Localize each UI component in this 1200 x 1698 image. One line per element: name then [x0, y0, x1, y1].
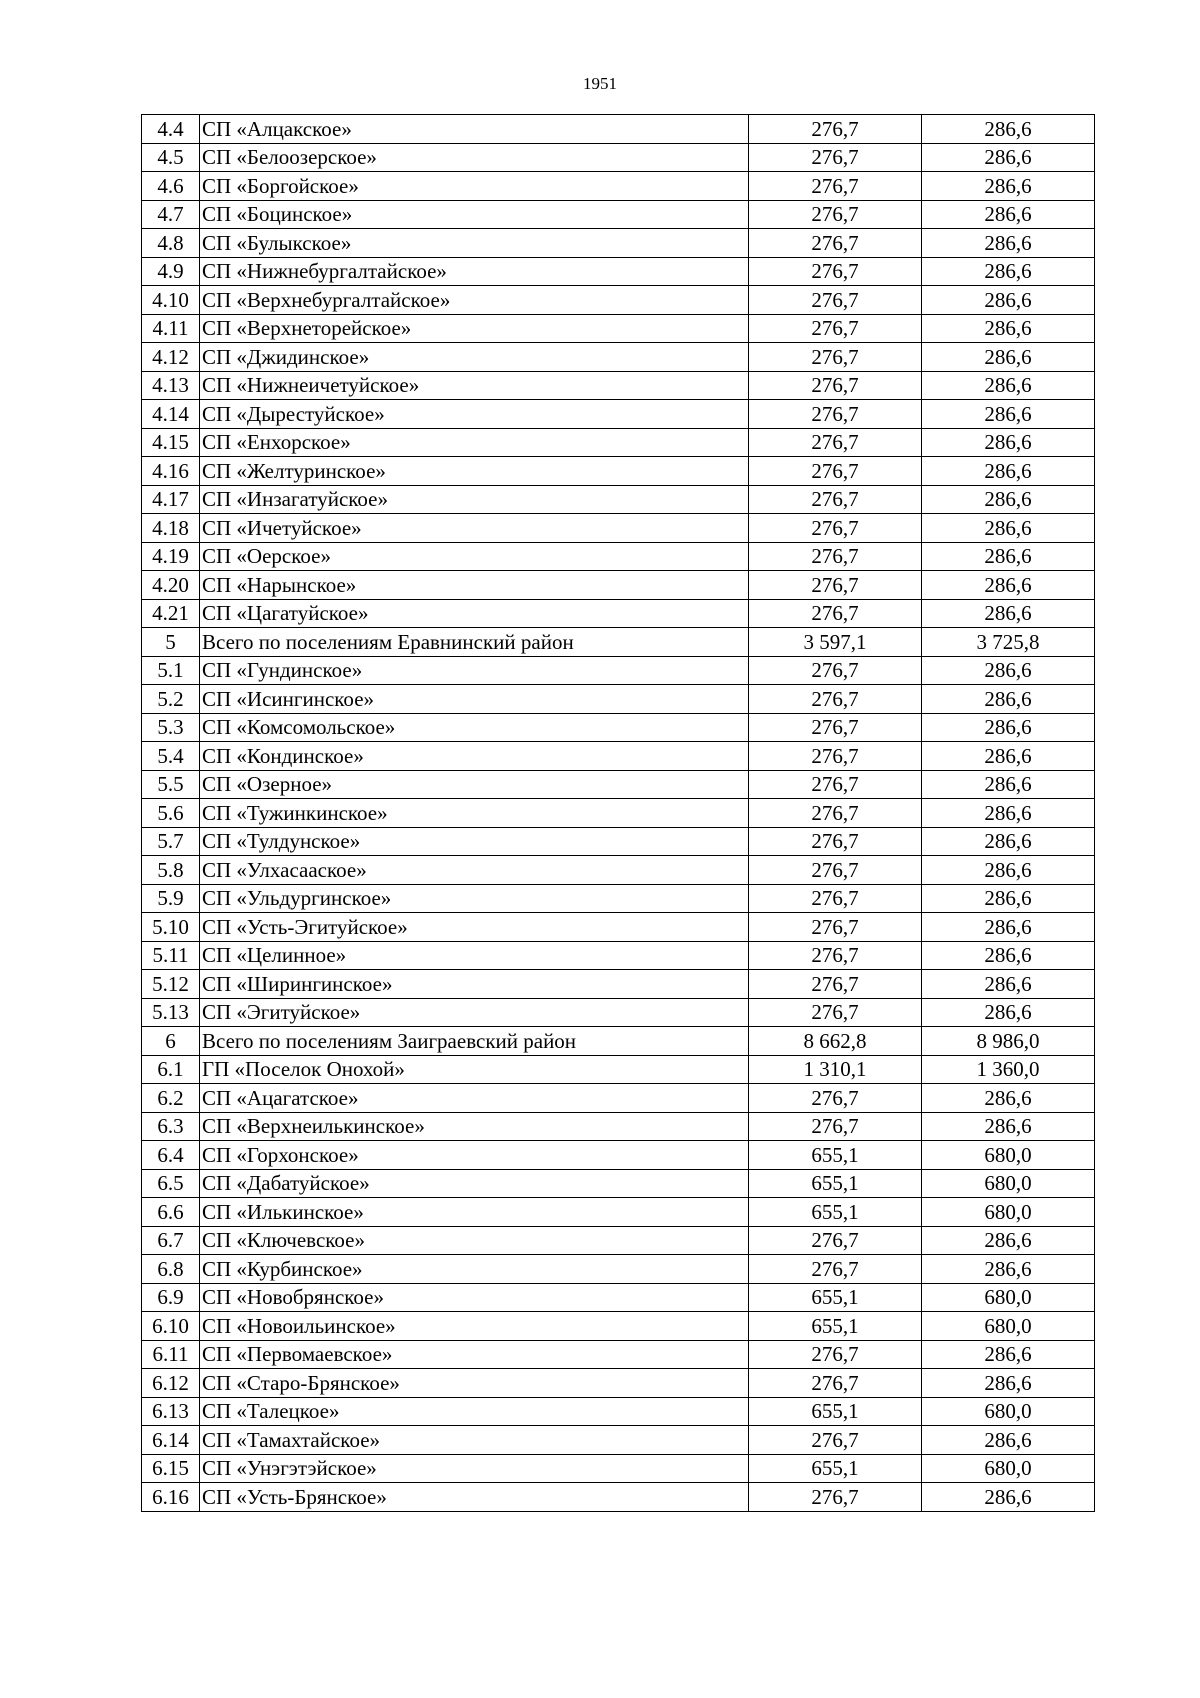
- table-row: [142, 1198, 1095, 1227]
- value-cell-1: 276,7: [749, 827, 922, 856]
- value-cell-1: 276,7: [749, 1369, 922, 1398]
- row-number-cell: 6.13: [142, 1397, 200, 1426]
- value-cell-1: 276,7: [749, 685, 922, 714]
- value-cell-2: 286,6: [922, 172, 1095, 201]
- settlement-name-cell: СП «Горхонское»: [200, 1141, 749, 1170]
- row-number-cell: 6.14: [142, 1426, 200, 1455]
- value-cell-2: 680,0: [922, 1312, 1095, 1341]
- value-cell-1: 655,1: [749, 1198, 922, 1227]
- row-number-cell: 4.21: [142, 599, 200, 628]
- row-number-cell: 4.5: [142, 143, 200, 172]
- value-cell-2: 286,6: [922, 1369, 1095, 1398]
- settlement-name-cell: Всего по поселениям Заиграевский район: [200, 1027, 749, 1056]
- row-number-cell: 4.7: [142, 200, 200, 229]
- row-number-cell: 6.16: [142, 1483, 200, 1512]
- table-row: [142, 1169, 1095, 1198]
- settlement-name-cell: СП «Джидинское»: [200, 343, 749, 372]
- row-number-cell: 5.1: [142, 656, 200, 685]
- row-number-cell: 5: [142, 628, 200, 657]
- row-number-cell: 6.6: [142, 1198, 200, 1227]
- settlement-name-cell: СП «Верхнеторейское»: [200, 314, 749, 343]
- value-cell-2: 286,6: [922, 542, 1095, 571]
- value-cell-1: 276,7: [749, 428, 922, 457]
- row-number-cell: 5.13: [142, 998, 200, 1027]
- value-cell-2: 286,6: [922, 229, 1095, 258]
- value-cell-2: 286,6: [922, 457, 1095, 486]
- value-cell-2: 286,6: [922, 884, 1095, 913]
- settlement-name-cell: СП «Енхорское»: [200, 428, 749, 457]
- table-row: [142, 685, 1095, 714]
- table-row: [142, 257, 1095, 286]
- value-cell-1: 276,7: [749, 1112, 922, 1141]
- settlement-name-cell: СП «Алцакское»: [200, 115, 749, 144]
- value-cell-2: 286,6: [922, 856, 1095, 885]
- value-cell-1: 276,7: [749, 172, 922, 201]
- settlement-name-cell: СП «Ацагатское»: [200, 1084, 749, 1113]
- value-cell-2: 286,6: [922, 970, 1095, 999]
- row-number-cell: 4.14: [142, 400, 200, 429]
- value-cell-1: 276,7: [749, 1340, 922, 1369]
- row-number-cell: 6.2: [142, 1084, 200, 1113]
- settlement-name-cell: Всего по поселениям Еравнинский район: [200, 628, 749, 657]
- settlement-name-cell: СП «Ключевское»: [200, 1226, 749, 1255]
- value-cell-1: 3 597,1: [749, 628, 922, 657]
- value-cell-1: 276,7: [749, 115, 922, 144]
- value-cell-2: 286,6: [922, 257, 1095, 286]
- row-number-cell: 5.4: [142, 742, 200, 771]
- settlement-name-cell: СП «Нижнебургалтайское»: [200, 257, 749, 286]
- value-cell-1: 276,7: [749, 941, 922, 970]
- table-row: [142, 884, 1095, 913]
- table-body: [142, 115, 1095, 1512]
- row-number-cell: 4.12: [142, 343, 200, 372]
- value-cell-1: 276,7: [749, 998, 922, 1027]
- settlement-name-cell: ГП «Поселок Онохой»: [200, 1055, 749, 1084]
- value-cell-2: 286,6: [922, 713, 1095, 742]
- row-number-cell: 4.13: [142, 371, 200, 400]
- value-cell-2: 286,6: [922, 827, 1095, 856]
- value-cell-2: 286,6: [922, 1084, 1095, 1113]
- value-cell-2: 1 360,0: [922, 1055, 1095, 1084]
- row-number-cell: 6.15: [142, 1454, 200, 1483]
- value-cell-2: 286,6: [922, 1426, 1095, 1455]
- value-cell-2: 286,6: [922, 1483, 1095, 1512]
- table-row: [142, 1027, 1095, 1056]
- settlement-name-cell: СП «Комсомольское»: [200, 713, 749, 742]
- settlement-name-cell: СП «Инзагатуйское»: [200, 485, 749, 514]
- settlement-name-cell: СП «Тулдунское»: [200, 827, 749, 856]
- value-cell-1: 276,7: [749, 1483, 922, 1512]
- settlement-name-cell: СП «Ширингинское»: [200, 970, 749, 999]
- settlement-name-cell: СП «Гундинское»: [200, 656, 749, 685]
- value-cell-1: 276,7: [749, 542, 922, 571]
- settlement-name-cell: СП «Ичетуйское»: [200, 514, 749, 543]
- value-cell-2: 286,6: [922, 656, 1095, 685]
- row-number-cell: 6.5: [142, 1169, 200, 1198]
- value-cell-1: 276,7: [749, 1255, 922, 1284]
- value-cell-1: 655,1: [749, 1141, 922, 1170]
- value-cell-1: 276,7: [749, 400, 922, 429]
- settlement-name-cell: СП «Верхнеилькинское»: [200, 1112, 749, 1141]
- settlement-name-cell: СП «Дырестуйское»: [200, 400, 749, 429]
- table-row: [142, 542, 1095, 571]
- settlement-name-cell: СП «Боргойское»: [200, 172, 749, 201]
- value-cell-2: 286,6: [922, 314, 1095, 343]
- row-number-cell: 6: [142, 1027, 200, 1056]
- row-number-cell: 4.8: [142, 229, 200, 258]
- table-row: [142, 628, 1095, 657]
- value-cell-1: 276,7: [749, 1084, 922, 1113]
- row-number-cell: 6.7: [142, 1226, 200, 1255]
- table-row: [142, 1426, 1095, 1455]
- table-row: [142, 1055, 1095, 1084]
- table-row: [142, 1084, 1095, 1113]
- table-row: [142, 713, 1095, 742]
- value-cell-1: 655,1: [749, 1397, 922, 1426]
- settlement-name-cell: СП «Нарынское»: [200, 571, 749, 600]
- settlement-name-cell: СП «Озерное»: [200, 770, 749, 799]
- row-number-cell: 5.8: [142, 856, 200, 885]
- row-number-cell: 4.4: [142, 115, 200, 144]
- value-cell-2: 286,6: [922, 913, 1095, 942]
- table-row: [142, 400, 1095, 429]
- value-cell-1: 276,7: [749, 770, 922, 799]
- value-cell-1: 276,7: [749, 799, 922, 828]
- table-row: [142, 742, 1095, 771]
- page-number: 1951: [583, 74, 617, 93]
- value-cell-1: 276,7: [749, 1226, 922, 1255]
- table-row: [142, 172, 1095, 201]
- settlement-name-cell: СП «Ульдургинское»: [200, 884, 749, 913]
- value-cell-2: 286,6: [922, 998, 1095, 1027]
- row-number-cell: 6.12: [142, 1369, 200, 1398]
- row-number-cell: 4.20: [142, 571, 200, 600]
- table-row: [142, 514, 1095, 543]
- table-row: [142, 1312, 1095, 1341]
- value-cell-1: 655,1: [749, 1454, 922, 1483]
- value-cell-2: 680,0: [922, 1397, 1095, 1426]
- row-number-cell: 5.9: [142, 884, 200, 913]
- row-number-cell: 4.19: [142, 542, 200, 571]
- table-row: [142, 827, 1095, 856]
- table-row: [142, 571, 1095, 600]
- value-cell-1: 276,7: [749, 742, 922, 771]
- table-row: [142, 799, 1095, 828]
- table-row: [142, 998, 1095, 1027]
- value-cell-1: 655,1: [749, 1283, 922, 1312]
- settlement-name-cell: СП «Нижнеичетуйское»: [200, 371, 749, 400]
- table-row: [142, 1112, 1095, 1141]
- value-cell-2: 286,6: [922, 941, 1095, 970]
- value-cell-2: 286,6: [922, 143, 1095, 172]
- value-cell-2: 286,6: [922, 685, 1095, 714]
- settlement-name-cell: СП «Верхнебургалтайское»: [200, 286, 749, 315]
- value-cell-1: 276,7: [749, 257, 922, 286]
- value-cell-2: 286,6: [922, 770, 1095, 799]
- value-cell-1: 276,7: [749, 1426, 922, 1455]
- row-number-cell: 6.4: [142, 1141, 200, 1170]
- value-cell-2: 286,6: [922, 115, 1095, 144]
- value-cell-1: 276,7: [749, 457, 922, 486]
- row-number-cell: 4.9: [142, 257, 200, 286]
- table-row: [142, 970, 1095, 999]
- settlement-name-cell: СП «Первомаевское»: [200, 1340, 749, 1369]
- row-number-cell: 6.9: [142, 1283, 200, 1312]
- row-number-cell: 5.10: [142, 913, 200, 942]
- row-number-cell: 5.2: [142, 685, 200, 714]
- value-cell-1: 1 310,1: [749, 1055, 922, 1084]
- value-cell-1: 655,1: [749, 1169, 922, 1198]
- value-cell-1: 276,7: [749, 485, 922, 514]
- row-number-cell: 5.3: [142, 713, 200, 742]
- value-cell-1: 276,7: [749, 913, 922, 942]
- settlement-name-cell: СП «Улхасаaское»: [200, 856, 749, 885]
- settlement-name-cell: СП «Исингинское»: [200, 685, 749, 714]
- settlement-name-cell: СП «Желтуринское»: [200, 457, 749, 486]
- value-cell-1: 276,7: [749, 286, 922, 315]
- value-cell-2: 286,6: [922, 1226, 1095, 1255]
- value-cell-2: 3 725,8: [922, 628, 1095, 657]
- table-row: [142, 770, 1095, 799]
- table-row: [142, 115, 1095, 144]
- value-cell-2: 286,6: [922, 1340, 1095, 1369]
- table-row: [142, 1283, 1095, 1312]
- value-cell-2: 286,6: [922, 571, 1095, 600]
- settlement-name-cell: СП «Оерское»: [200, 542, 749, 571]
- table-row: [142, 428, 1095, 457]
- settlement-name-cell: СП «Дабатуйское»: [200, 1169, 749, 1198]
- settlement-name-cell: СП «Унэгэтэйское»: [200, 1454, 749, 1483]
- table-row: [142, 1255, 1095, 1284]
- value-cell-1: 276,7: [749, 343, 922, 372]
- row-number-cell: 5.7: [142, 827, 200, 856]
- table-row: [142, 457, 1095, 486]
- value-cell-2: 8 986,0: [922, 1027, 1095, 1056]
- settlement-name-cell: СП «Боцинское»: [200, 200, 749, 229]
- value-cell-2: 286,6: [922, 428, 1095, 457]
- row-number-cell: 6.1: [142, 1055, 200, 1084]
- settlement-name-cell: СП «Курбинское»: [200, 1255, 749, 1284]
- value-cell-1: 276,7: [749, 656, 922, 685]
- row-number-cell: 6.3: [142, 1112, 200, 1141]
- value-cell-2: 680,0: [922, 1454, 1095, 1483]
- table-row: [142, 200, 1095, 229]
- table-row: [142, 143, 1095, 172]
- table-row: [142, 314, 1095, 343]
- settlement-name-cell: СП «Тамахтайское»: [200, 1426, 749, 1455]
- row-number-cell: 4.18: [142, 514, 200, 543]
- row-number-cell: 4.11: [142, 314, 200, 343]
- value-cell-1: 276,7: [749, 371, 922, 400]
- value-cell-1: 276,7: [749, 143, 922, 172]
- table-row: [142, 941, 1095, 970]
- table-row: [142, 913, 1095, 942]
- value-cell-2: 286,6: [922, 286, 1095, 315]
- row-number-cell: 4.10: [142, 286, 200, 315]
- row-number-cell: 4.15: [142, 428, 200, 457]
- table-row: [142, 286, 1095, 315]
- table-row: [142, 1397, 1095, 1426]
- value-cell-2: 680,0: [922, 1141, 1095, 1170]
- table-row: [142, 1226, 1095, 1255]
- row-number-cell: 4.16: [142, 457, 200, 486]
- settlement-name-cell: СП «Эгитуйское»: [200, 998, 749, 1027]
- settlement-name-cell: СП «Усть-Брянское»: [200, 1483, 749, 1512]
- table-row: [142, 1454, 1095, 1483]
- settlement-name-cell: СП «Илькинское»: [200, 1198, 749, 1227]
- value-cell-2: 286,6: [922, 1112, 1095, 1141]
- row-number-cell: 5.12: [142, 970, 200, 999]
- table-row: [142, 599, 1095, 628]
- row-number-cell: 6.10: [142, 1312, 200, 1341]
- table-row: [142, 1369, 1095, 1398]
- value-cell-1: 276,7: [749, 229, 922, 258]
- value-cell-2: 286,6: [922, 343, 1095, 372]
- value-cell-2: 286,6: [922, 485, 1095, 514]
- row-number-cell: 6.11: [142, 1340, 200, 1369]
- table-row: [142, 229, 1095, 258]
- value-cell-2: 680,0: [922, 1169, 1095, 1198]
- settlement-name-cell: СП «Усть-Эгитуйское»: [200, 913, 749, 942]
- value-cell-2: 286,6: [922, 200, 1095, 229]
- settlement-name-cell: СП «Новобрянское»: [200, 1283, 749, 1312]
- settlement-name-cell: СП «Кондинское»: [200, 742, 749, 771]
- value-cell-2: 680,0: [922, 1198, 1095, 1227]
- table-row: [142, 485, 1095, 514]
- settlements-table: [141, 114, 1095, 1512]
- value-cell-1: 276,7: [749, 200, 922, 229]
- settlement-name-cell: СП «Булыкское»: [200, 229, 749, 258]
- value-cell-2: 286,6: [922, 799, 1095, 828]
- value-cell-1: 276,7: [749, 514, 922, 543]
- value-cell-2: 286,6: [922, 742, 1095, 771]
- settlement-name-cell: СП «Целинное»: [200, 941, 749, 970]
- value-cell-2: 286,6: [922, 371, 1095, 400]
- value-cell-1: 276,7: [749, 314, 922, 343]
- settlement-name-cell: СП «Талецкое»: [200, 1397, 749, 1426]
- value-cell-1: 8 662,8: [749, 1027, 922, 1056]
- settlement-name-cell: СП «Белоозерское»: [200, 143, 749, 172]
- value-cell-1: 276,7: [749, 571, 922, 600]
- value-cell-1: 276,7: [749, 884, 922, 913]
- settlement-name-cell: СП «Новоильинское»: [200, 1312, 749, 1341]
- value-cell-2: 286,6: [922, 599, 1095, 628]
- value-cell-2: 286,6: [922, 514, 1095, 543]
- value-cell-1: 655,1: [749, 1312, 922, 1341]
- row-number-cell: 5.6: [142, 799, 200, 828]
- settlement-name-cell: СП «Тужинкинское»: [200, 799, 749, 828]
- table-row: [142, 656, 1095, 685]
- value-cell-1: 276,7: [749, 599, 922, 628]
- row-number-cell: 5.5: [142, 770, 200, 799]
- row-number-cell: 5.11: [142, 941, 200, 970]
- row-number-cell: 6.8: [142, 1255, 200, 1284]
- table-row: [142, 371, 1095, 400]
- value-cell-1: 276,7: [749, 713, 922, 742]
- value-cell-1: 276,7: [749, 970, 922, 999]
- settlement-name-cell: СП «Цагатуйское»: [200, 599, 749, 628]
- row-number-cell: 4.6: [142, 172, 200, 201]
- row-number-cell: 4.17: [142, 485, 200, 514]
- table-row: [142, 1340, 1095, 1369]
- value-cell-1: 276,7: [749, 856, 922, 885]
- table-row: [142, 856, 1095, 885]
- table-row: [142, 343, 1095, 372]
- settlement-name-cell: СП «Старо-Брянское»: [200, 1369, 749, 1398]
- value-cell-2: 286,6: [922, 1255, 1095, 1284]
- table-row: [142, 1483, 1095, 1512]
- value-cell-2: 680,0: [922, 1283, 1095, 1312]
- table-row: [142, 1141, 1095, 1170]
- value-cell-2: 286,6: [922, 400, 1095, 429]
